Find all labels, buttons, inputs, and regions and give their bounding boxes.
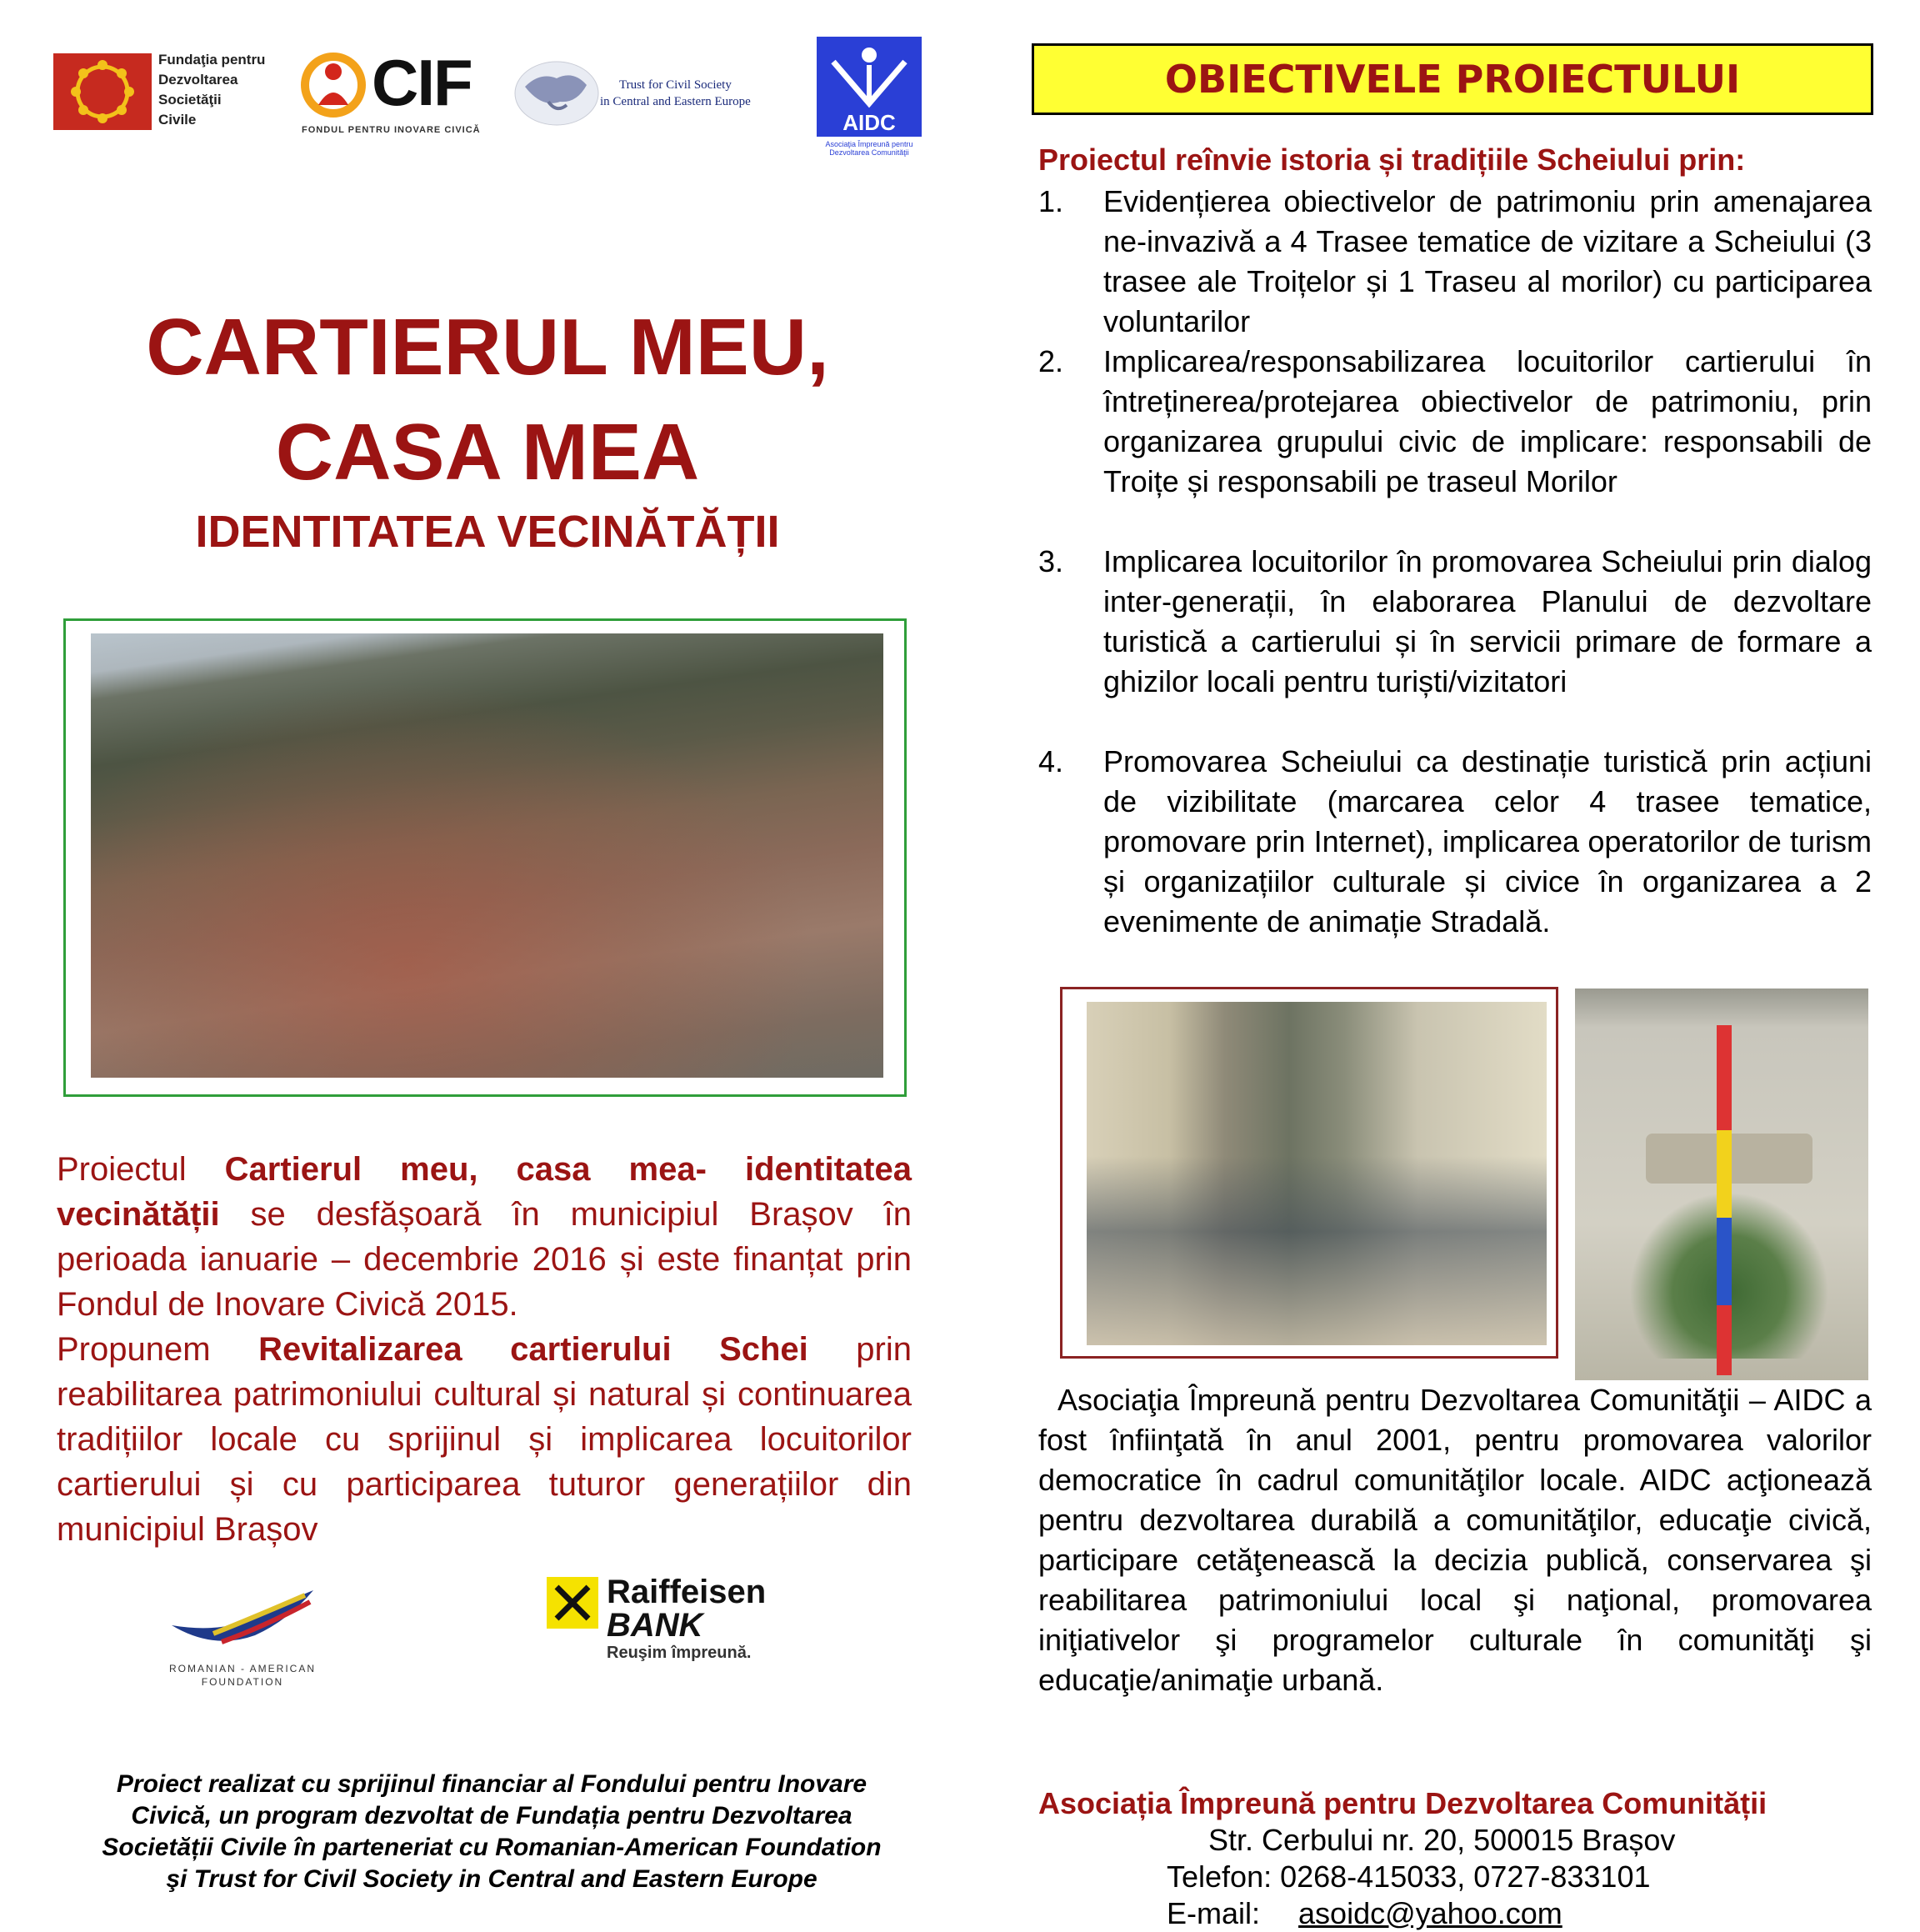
project-goal: Revitalizarea cartierului Schei <box>258 1331 808 1368</box>
main-title-line2: CASA MEA <box>275 408 700 497</box>
objectives-heading: OBIECTIVELE PROIECTULUI <box>1032 43 1873 115</box>
cif-logo-subtitle: FONDUL PENTRU INOVARE CIVICĂ <box>302 125 481 135</box>
main-subtitle: IDENTITATEA VECINĂTĂȚII <box>195 507 780 557</box>
ram-logo-text: ROMANIAN - AMERICAN FOUNDATION <box>168 1663 316 1688</box>
cross-photo-ribbon <box>1717 1025 1732 1375</box>
objective-text: Promovarea Scheiului ca destinație turistică prin acțiuni de vizibilitate (marcarea celor 4 trasee tematice, promovare prin Internet), implicarea operatorilor de turism și organizațiilor culturale și civice în organizarea a 2 evenimente de animație Stradală. <box>1103 744 1872 938</box>
objective-number: 2. <box>1038 344 1064 378</box>
aidc-logo-icon <box>817 37 922 137</box>
objective-number: 4. <box>1038 744 1064 778</box>
svg-text:AIDC: AIDC <box>842 110 896 135</box>
cif-logo-word: CIF <box>372 46 472 119</box>
fdsc-line: Societăţii <box>158 92 222 108</box>
intro-text: se desfășoară în municipiul Brașov în perioada ianuarie – decembrie 2016 și este finanțat prin Fondul de Inovare Civică 2015. <box>57 1196 912 1323</box>
objectives-lead: Proiectul reînvie istoria și tradițiile Scheiului prin: <box>1038 143 1746 177</box>
intro-text: prin reabilitarea patrimoniului cultural și natural și continuarea tradițiilor locale cu sprijinul și implicarea locuitorilor cartierului și cu participarea tuturor generațiilor din municipiul Brașov <box>57 1331 912 1548</box>
funding-footnote: Proiect realizat cu sprijinul financiar al Fondului pentru Inovare Civică, un program dezvoltat de Fundația pentru Dezvoltarea Societății Civile în parteneriat cu Romanian-American Foundation şi Trust for Civil Society in Central and Eastern Europe <box>102 1770 882 1893</box>
intro-paragraph-1 <box>57 1147 912 1327</box>
cif-logo-icon <box>300 47 367 120</box>
objective-text: Implicarea locuitorilor în promovarea Scheiului prin dialog inter-generații, în elaborarea Planului de dezvoltare turistică a cartierului și în servicii primare de formare a ghizilor locali pentru turiști/vizitatori <box>1103 544 1872 698</box>
intro-paragraph-2 <box>57 1327 912 1552</box>
email-label: E-mail: <box>1167 1896 1261 1930</box>
intro-text: Proiectul <box>57 1151 225 1188</box>
globe-icon <box>507 53 607 128</box>
raiffeisen-word: Raiffeisen <box>607 1574 767 1610</box>
ram-logo-icon <box>163 1584 322 1659</box>
bank-word: BANK <box>607 1607 703 1644</box>
tcs-line: in Central and Eastern Europe <box>600 95 751 108</box>
intro-text: Propunem <box>57 1331 259 1368</box>
fdsc-logo-text <box>158 50 265 130</box>
main-title-line1: CARTIERUL MEU, <box>146 303 829 392</box>
objective-text: Evidențierea obiectivelor de patrimoniu prin amenajarea ne-invazivă a 4 Trasee tematice de vizitare a Scheiului (3 trasee ale Troițelor și 1 Traseu al morilor) cu participarea voluntarilor <box>1103 184 1872 338</box>
fdsc-line: Civile <box>158 112 197 128</box>
email-link[interactable]: asoidc@yahoo.com <box>1298 1896 1562 1930</box>
tcs-logo-text <box>600 77 751 110</box>
contact-phone: Telefon: 0268-415033, 0727-833101 <box>1167 1859 1651 1894</box>
aidc-description: Asociaţia Împreună pentru Dezvoltarea Comunităţii – AIDC a fost înfiinţată în anul 2001, pentru promovarea valorilor democratice în cadrul comunităţilor locale. AIDC acţionează pentru dezvoltarea durabilă a comunităţilor, educaţie civică, participare cetăţenească la decizia publică, conservarea şi reabilitarea patrimoniului local şi naţional, promovarea iniţiativelor şi programelor culturale în comunităţi şi educaţie/animaţie urbană. <box>1038 1383 1881 1697</box>
raiffeisen-logo-icon <box>547 1577 598 1629</box>
raiffeisen-slogan: Reuşim împreună. <box>607 1644 752 1662</box>
fdsc-line: Dezvoltarea <box>158 72 238 88</box>
objective-number: 3. <box>1038 544 1064 578</box>
contact-org-name: Asociația Împreună pentru Dezvoltarea Comunității <box>1038 1786 1768 1820</box>
fdsc-line: Fundaţia pentru <box>158 52 266 68</box>
fdsc-logo-icon <box>53 53 152 130</box>
objective-text: Implicarea/responsabilizarea locuitorilor cartierului în întreținerea/protejarea obiectivelor de patrimoniu, prin organizarea grupului civic de implicare: responsabili de Troițe și responsabili pe traseul Morilor <box>1103 344 1872 498</box>
group-photo <box>1087 1002 1547 1345</box>
aidc-logo-subtitle: Asociaţia Împreună pentru Dezvoltarea Comunităţii <box>825 140 913 157</box>
panorama-photo <box>91 633 883 1078</box>
contact-email-row <box>1167 1895 1562 1932</box>
tcs-line: Trust for Civil Society <box>618 78 732 92</box>
contact-address: Str. Cerbului nr. 20, 500015 Brașov <box>1208 1823 1676 1857</box>
project-name: Cartierul meu, casa mea- identitatea vecinătății <box>57 1151 912 1233</box>
objective-number: 1. <box>1038 184 1064 218</box>
raiffeisen-logo-word <box>607 1575 766 1642</box>
